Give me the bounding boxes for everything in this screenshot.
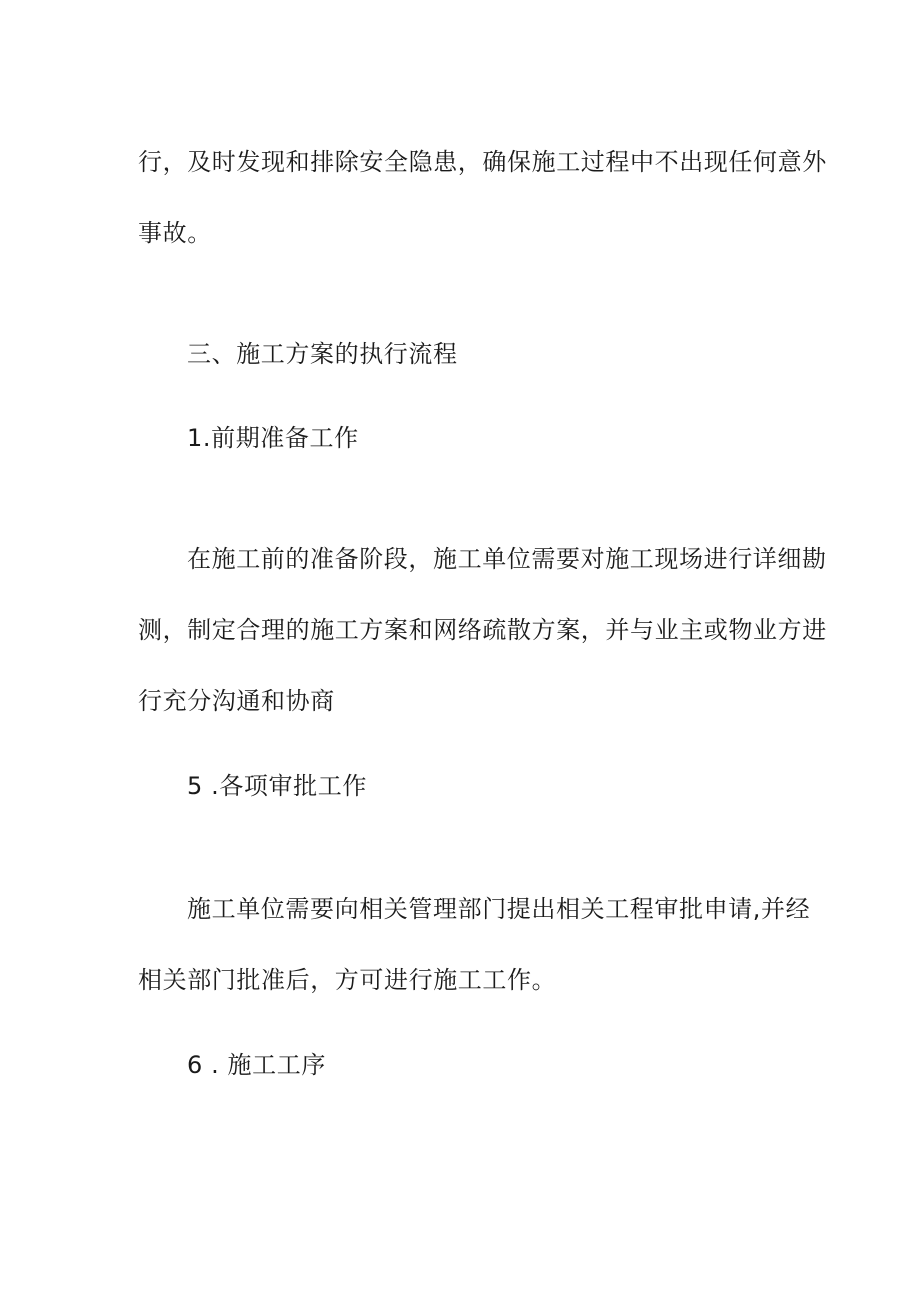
paragraph-line: 相关部门批准后，方可进行施工工作。	[138, 966, 557, 994]
paragraph-line: 测，制定合理的施工方案和网络疏散方案，并与业主或物业方进	[138, 616, 827, 644]
subsection-heading: 6 . 施工工序	[187, 1051, 326, 1079]
paragraph-line: 行充分沟通和协商	[138, 687, 335, 715]
paragraph-line: 事故。	[138, 219, 212, 247]
paragraph-line: 行，及时发现和排除安全隐患，确保施工过程中不出现任何意外	[138, 148, 827, 176]
section-heading: 三、施工方案的执行流程	[187, 340, 458, 368]
paragraph-line: 施工单位需要向相关管理部门提出相关工程审批申请,并经	[187, 895, 811, 923]
subsection-heading: 5 .各项审批工作	[187, 772, 367, 800]
subsection-heading: 1.前期准备工作	[187, 424, 359, 452]
paragraph-line: 在施工前的准备阶段，施工单位需要对施工现场进行详细勘	[187, 545, 827, 573]
